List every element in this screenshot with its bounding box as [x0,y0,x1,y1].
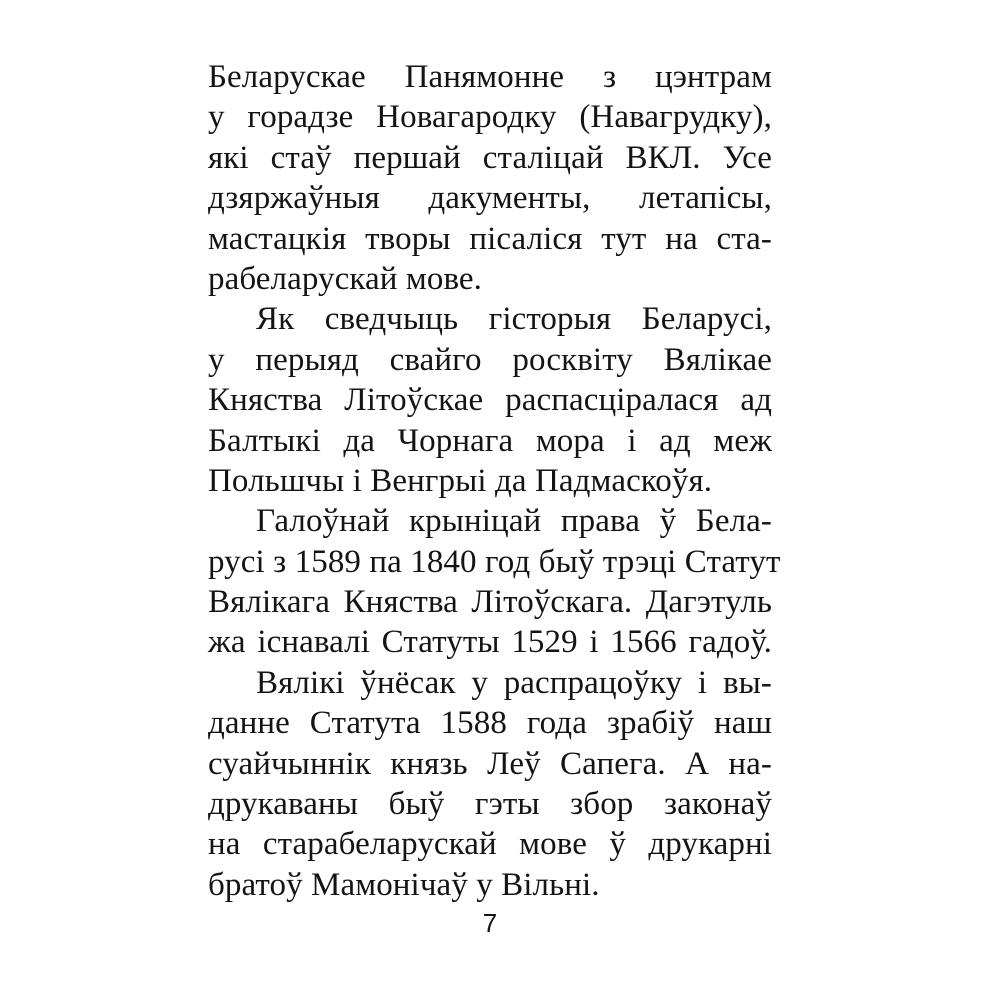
text-line: які стаў першай сталіцай ВКЛ. Усе [208,139,772,176]
page-number: 7 [482,908,498,938]
text-line: у перыяд свайго росквіту Вялікае [208,341,772,378]
paragraph-3 [208,501,781,663]
text-line: мастацкія творы пісаліся тут на ста- [208,220,772,257]
body-text [208,57,781,905]
text-line: Як сведчыць гісторыя Беларусі, [256,301,772,338]
text-line: суайчыннік князь Леў Сапега. А на- [208,745,772,782]
text-line: Беларускае Панямонне з цэнтрам [208,59,772,95]
text-line: Вялікі ўнёсак у распрацоўку і вы- [256,664,772,701]
text-line: дзяржаўныя дакументы, летапісы, [208,180,772,217]
text-line: у горадзе Новагародку (Навагрудку), [208,99,772,136]
text-line: друкаваны быў гэты збор законаў [208,786,772,823]
text-line: Балтыкі да Чорнага мора і ад меж [208,422,772,459]
text-line: русі з 1589 па 1840 год быў трэці Статут [208,543,781,580]
paragraph-4 [208,663,772,905]
text-line: Галоўнай крыніцай права ў Бела- [256,503,772,540]
text-line: жа існавалі Статуты 1529 і 1566 гадоў. [208,624,772,661]
text-line: на старабеларускай мове ў друкарні [208,826,772,863]
text-line: Польшчы і Венгрыі да Падмаскоўя. [208,462,713,499]
text-line: данне Статута 1588 года зрабіў наш [208,705,772,742]
text-line: братоў Мамонічаў у Вільні. [208,866,600,903]
text-line: Вялікага Княства Літоўскага. Дагэтуль [208,584,772,621]
text-line: Княства Літоўскае распасціралася ад [208,382,772,419]
paragraph-2 [208,299,772,501]
paragraph-1 [208,57,772,299]
text-line: рабеларускай мове. [208,260,483,297]
